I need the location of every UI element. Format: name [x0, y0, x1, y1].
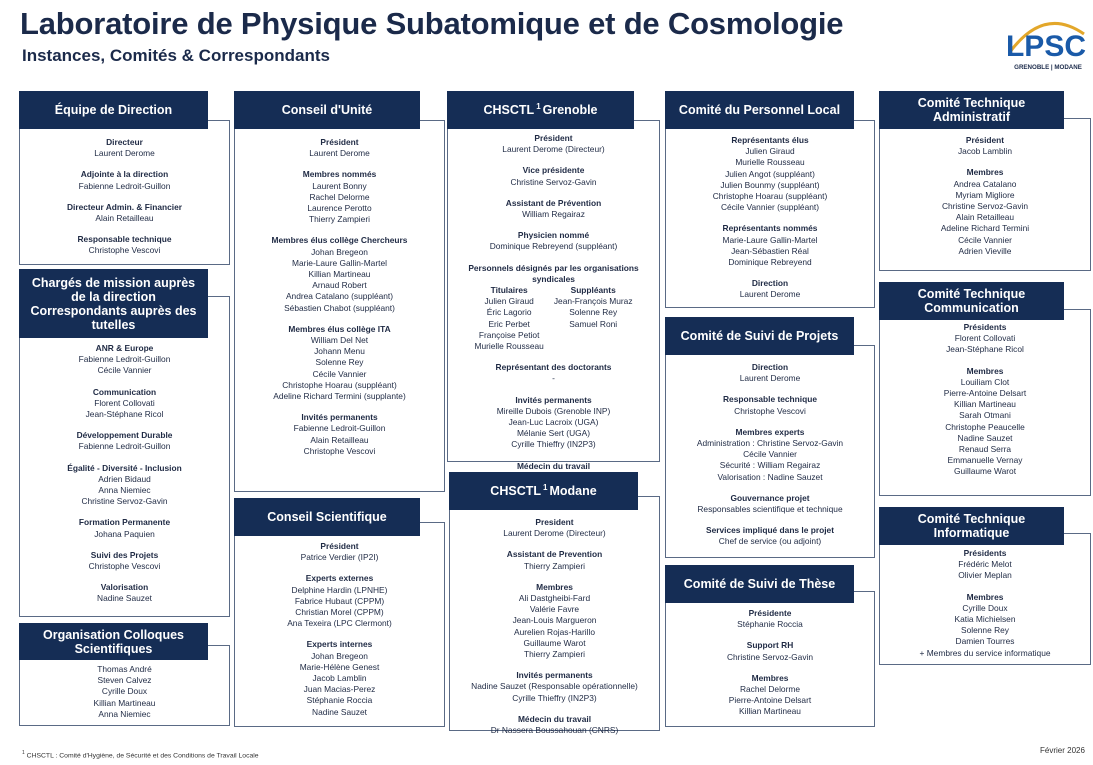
panel-section	[20, 664, 229, 720]
member-line: Marie-Hélène Genest	[299, 661, 380, 672]
section-title: Membres élus collège ITA	[288, 323, 391, 334]
member-line: Myriam Migliore	[955, 189, 1015, 200]
member-line: Administration : Christine Servoz-Gavin	[696, 438, 844, 449]
panel-title: Organisation Colloques Scientifiques	[43, 627, 184, 656]
syndical-section	[448, 263, 659, 353]
section-title: Membres	[751, 672, 789, 683]
member-line: Sarah Otmani	[959, 410, 1011, 421]
panel-section	[450, 670, 659, 704]
member-line: Fabienne Ledroit-Guillon	[78, 441, 171, 452]
panel-body	[666, 608, 874, 726]
panel-header-direction	[19, 91, 208, 129]
section-title: Représentants nommés	[722, 223, 818, 234]
suppleants-column	[554, 285, 633, 352]
panel-section	[880, 366, 1090, 478]
panel-section	[666, 135, 874, 213]
member-line: Juan Macias-Perez	[303, 684, 376, 695]
column-title: Suppléants	[570, 285, 616, 296]
panel-header-ct-admin	[879, 91, 1064, 129]
panel-section	[450, 714, 659, 736]
panel-section	[666, 362, 874, 384]
member-line: Killian Martineau	[93, 697, 156, 708]
member-line: Florent Collovati	[954, 333, 1016, 344]
member-line: Anna Niemiec	[98, 708, 151, 719]
panel-section	[20, 550, 229, 572]
panel-body	[448, 133, 659, 471]
panel-body	[235, 541, 444, 726]
member-line: Anna Niemiec	[98, 485, 151, 496]
panel-section	[666, 394, 874, 416]
member-line: Eric Perbet	[488, 318, 530, 329]
section-title: President	[535, 517, 574, 527]
panel-section	[448, 230, 659, 252]
section-title: Présidents	[963, 322, 1007, 332]
member-line: Christophe Hoarau (suppléant)	[712, 191, 828, 202]
member-line: Christian Morel (CPPM)	[295, 607, 384, 618]
panel-header-chsct-modane	[449, 472, 638, 510]
column-title: Titulaires	[490, 285, 528, 296]
panel-section	[235, 169, 444, 225]
member-line: + Membres du service informatique	[919, 647, 1051, 658]
member-line: Sécurité : William Regairaz	[719, 460, 821, 471]
panel-charges-mission	[19, 296, 230, 617]
panel-section	[666, 640, 874, 662]
member-line: Nadine Sauzet	[957, 432, 1013, 443]
panel-title-location: Grenoble	[542, 103, 598, 117]
panel-body	[880, 548, 1090, 664]
member-line: Stéphanie Roccia	[737, 619, 803, 630]
member-line: Cyrille Thieffry (IN2P3)	[511, 439, 596, 450]
member-line: Rachel Delorme	[309, 191, 370, 202]
panel-section	[666, 223, 874, 268]
member-line: Killian Martineau	[308, 269, 371, 280]
panel-ct-info	[879, 533, 1091, 665]
member-line: Jean-Stéphane Ricol	[946, 344, 1024, 355]
member-line: Johann Menu	[314, 346, 365, 357]
section-title: Invités permanents	[301, 412, 378, 423]
member-line: Cécile Vannier (suppléant)	[720, 202, 820, 213]
panel-title: Conseil Scientifique	[267, 510, 387, 524]
section-title: Président	[320, 541, 359, 551]
panel-body	[20, 343, 229, 616]
panel-section	[20, 463, 229, 508]
panel-title-main: CHSCTL	[483, 103, 535, 117]
section-title: Valorisation	[100, 582, 149, 593]
section-title: Suivi des Projets	[90, 549, 159, 560]
panel-title-main: CHSCTL	[490, 484, 541, 498]
svg-text:LPSC: LPSC	[1005, 30, 1087, 63]
member-line: Nadine Sauzet	[97, 593, 152, 604]
panel-body	[880, 322, 1090, 495]
member-line: Killian Martineau	[739, 706, 801, 717]
panel-section	[448, 165, 659, 187]
member-line: Jean-Louis Margueron	[512, 615, 597, 626]
section-title: Experts internes	[306, 639, 373, 650]
panel-section	[880, 322, 1090, 356]
panel-direction	[19, 120, 230, 265]
panel-body	[235, 137, 444, 491]
section-title: Directeur	[106, 137, 143, 147]
lpsc-logo	[1004, 12, 1088, 72]
member-line: Christophe Vescovi	[88, 245, 161, 256]
panel-section	[235, 235, 444, 313]
panel-title: Comité du Personnel Local	[678, 103, 841, 117]
member-line: Patrice Verdier (IP2I)	[300, 552, 379, 563]
section-title: Membres	[966, 591, 1004, 602]
member-line: Guillaume Warot	[523, 637, 586, 648]
section-title: Assistant de Prévention	[505, 197, 602, 208]
section-title: Représentants élus	[731, 135, 809, 145]
member-line: Christophe Vescovi	[734, 405, 806, 416]
member-line: Steven Calvez	[97, 675, 152, 686]
member-line: Jean-Stéphane Ricol	[85, 409, 164, 420]
member-line: Marie-Laure Gallin-Martel	[722, 234, 818, 245]
member-line: Laurent Derome (Directeur)	[502, 144, 605, 155]
member-line: Fabrice Hubaut (CPPM)	[294, 595, 385, 606]
section-title: Membres nommés	[302, 169, 377, 180]
section-title: Formation Permanente	[78, 517, 171, 528]
member-line: Emmanuelle Vernay	[947, 455, 1023, 466]
member-line: Christine Servoz-Gavin	[81, 496, 168, 507]
panel-section	[20, 234, 229, 256]
section-title: Représentant des doctorants	[495, 362, 612, 373]
panel-title-location: Modane	[549, 484, 597, 498]
panel-body	[880, 135, 1090, 270]
section-title: Membres	[966, 167, 1004, 178]
member-line: Adeline Richard Termini	[940, 223, 1030, 234]
member-line: Jacob Lamblin	[312, 673, 367, 684]
section-title: Membres	[536, 581, 573, 592]
svg-text:GRENOBLE | MODANE: GRENOBLE | MODANE	[1014, 64, 1082, 71]
panel-section	[235, 324, 444, 402]
member-line: Cyrille Doux	[962, 602, 1008, 613]
member-line: Responsables scientifique et technique	[697, 504, 843, 515]
member-line: Marie-Laure Gallin-Martel	[292, 257, 387, 268]
panel-title: Conseil d'Unité	[281, 103, 373, 117]
panel-section	[20, 517, 229, 539]
member-line: Alain Retailleau	[310, 434, 369, 445]
panel-header-ct-info	[879, 507, 1064, 545]
member-line: Frédéric Melot	[958, 559, 1012, 570]
member-line: Alain Retailleau	[955, 212, 1015, 223]
panel-section	[20, 202, 229, 224]
section-title: Vice présidente	[522, 165, 585, 176]
member-line: Florent Collovati	[94, 397, 155, 408]
section-title: Invités permanents	[516, 670, 593, 681]
member-line: Pierre-Antoine Delsart	[943, 388, 1027, 399]
member-line: Ana Texeira (LPC Clermont)	[287, 618, 392, 629]
section-title: Présidente	[748, 608, 792, 618]
member-line: Julien Giraud	[484, 296, 534, 307]
member-line: Adrien Vieville	[958, 245, 1012, 256]
panel-section	[235, 541, 444, 563]
member-line: Adeline Richard Termini (supplante)	[273, 391, 406, 402]
panel-conseil-scientifique	[234, 522, 445, 727]
member-line: Thierry Zampieri	[524, 649, 585, 660]
panel-section	[666, 608, 874, 630]
section-title: Direction	[751, 362, 789, 372]
section-title: Physicien nommé	[517, 230, 590, 241]
panel-title: Comité de Suivi de Thèse	[683, 577, 836, 591]
member-line: Johan Bregeon	[311, 246, 368, 257]
section-title: Gouvernance projet	[730, 492, 810, 503]
footnote-ref: 1	[536, 101, 541, 111]
member-line: Thomas André	[97, 664, 152, 674]
member-line: Laurent Derome	[94, 148, 155, 159]
member-line: Alain Retailleau	[95, 213, 154, 224]
panel-section	[450, 517, 659, 539]
member-line: Jean-Sébastien Réal	[731, 245, 809, 256]
panel-header-conseil-unite	[234, 91, 420, 129]
member-line: Cyrille Doux	[101, 686, 148, 697]
member-line: Laurent Derome (Directeur)	[503, 528, 606, 539]
panel-title: Comité Technique Administratif	[917, 96, 1026, 124]
panel-body	[450, 517, 659, 736]
member-line: Laurence Perotto	[307, 203, 372, 214]
panel-header-chsct-grenoble	[447, 91, 634, 129]
member-line: Jacob Lamblin	[957, 146, 1012, 157]
panel-section	[20, 169, 229, 191]
member-line: Christophe Vescovi	[88, 561, 161, 572]
member-line: Murielle Rousseau	[735, 157, 805, 168]
member-line: Cyrille Thieffry (IN2P3)	[512, 692, 597, 703]
member-line: Katia Michielsen	[954, 614, 1016, 625]
member-line: Nadine Sauzet (Responsable opérationnelle)	[471, 681, 638, 692]
panel-ct-comm	[879, 309, 1091, 496]
panel-section	[666, 278, 874, 300]
member-line: Sébastien Chabot (suppléant)	[284, 302, 395, 313]
panel-section	[448, 362, 659, 384]
panel-section	[20, 430, 229, 452]
panel-title: Comité Technique Informatique	[917, 512, 1026, 540]
member-line: William Del Net	[310, 335, 369, 346]
member-line: Damien Tourres	[955, 636, 1015, 647]
member-line: Mireille Dubois (Grenoble INP)	[496, 405, 611, 416]
member-line: Olivier Meplan	[958, 570, 1012, 581]
panel-header-suivi-projets	[665, 317, 854, 355]
titulaires-column	[474, 285, 543, 352]
panel-title: Équipe de Direction	[54, 103, 173, 117]
member-line: Arnaud Robert	[312, 280, 367, 291]
member-line: Laurent Derome	[739, 289, 801, 300]
panel-section	[20, 387, 229, 421]
panel-body	[666, 362, 874, 557]
member-line: Christine Servoz-Gavin	[726, 651, 814, 662]
panel-body	[20, 664, 229, 725]
section-title: Membres experts	[735, 426, 805, 437]
footnote: $^1$ CHSCTL : Comité d'Hygiène, de Sécurité et des Conditions de Travail Locale	[22, 750, 259, 760]
section-title: Présidents	[963, 548, 1007, 558]
panel-header-suivi-these	[665, 565, 854, 603]
panel-ct-admin	[879, 118, 1091, 271]
date: Février 2026	[1040, 746, 1085, 755]
panel-section	[880, 548, 1090, 582]
panel-section	[450, 549, 659, 571]
member-line: Mélanie Sert (UGA)	[516, 428, 591, 439]
member-line: Jean-Luc Lacroix (UGA)	[508, 417, 599, 428]
panel-section	[20, 582, 229, 604]
member-line: Andrea Catalano	[953, 178, 1017, 189]
panel-section	[235, 639, 444, 717]
member-line: Fabienne Ledroit-Guillon	[78, 354, 171, 365]
panel-title	[490, 484, 596, 498]
panel-section	[235, 137, 444, 159]
panel-section	[20, 343, 229, 377]
section-title: Directeur Admin. & Financier	[66, 201, 183, 212]
member-line: Julien Giraud	[745, 146, 795, 157]
panel-conseil-unite	[234, 120, 445, 492]
footnote-ref: 1	[543, 482, 548, 492]
section-title: Médecin du travail	[516, 460, 591, 471]
member-line: Aurelien Rojas-Harillo	[514, 626, 595, 637]
member-line: Julien Angot (suppléant)	[725, 168, 815, 179]
syndical-columns	[448, 285, 659, 352]
member-line: Fabienne Ledroit-Guillon	[293, 423, 386, 434]
member-line: Fabienne Ledroit-Guillon	[78, 180, 171, 191]
member-line: Cécile Vannier	[743, 449, 797, 460]
section-title: Direction	[751, 278, 789, 289]
panel-section	[666, 427, 874, 483]
panel-section	[666, 525, 874, 547]
member-line: Johana Paquien	[94, 528, 155, 539]
member-line: Christine Servoz-Gavin	[941, 201, 1029, 212]
member-line: Dominique Rebreyend	[728, 257, 812, 268]
section-title: Personnels désignés par les organisations syndicales	[468, 262, 639, 284]
member-line: Éric Lagorio	[486, 307, 532, 318]
section-title: Experts externes	[305, 573, 374, 584]
section-title: Membres	[966, 365, 1004, 376]
panel-header-ct-comm	[879, 282, 1064, 320]
member-line: Chef de service (ou adjoint)	[718, 536, 822, 547]
member-line: Thierry Zampieri	[309, 214, 370, 225]
member-line: Laurent Derome	[739, 373, 801, 384]
panel-section	[235, 412, 444, 457]
panel-title	[483, 103, 597, 117]
member-line: Guillaume Warot	[953, 466, 1017, 477]
panel-section	[880, 167, 1090, 257]
member-line: Delphine Hardin (LPNHE)	[291, 584, 388, 595]
member-line: -	[552, 373, 555, 384]
member-line: Johan Bregeon	[311, 650, 368, 661]
panel-section	[448, 198, 659, 220]
member-line: Samuel Roni	[569, 318, 618, 329]
panel-body	[20, 137, 229, 264]
member-line: Solenne Rey	[569, 307, 618, 318]
member-line: Solenne Rey	[315, 357, 364, 368]
member-line: Cécile Vannier	[958, 234, 1012, 245]
member-line: Françoise Petiot	[478, 329, 540, 340]
member-line: Valorisation : Nadine Sauzet	[717, 471, 823, 482]
member-line: Christine Servoz-Gavin	[510, 176, 597, 187]
member-line: Killian Martineau	[954, 399, 1016, 410]
panel-header-charges-mission	[19, 269, 208, 338]
member-line: Cécile Vannier	[97, 365, 152, 376]
member-line: Laurent Bonny	[312, 180, 367, 191]
section-title: Égalité - Diversité - Inclusion	[67, 462, 182, 473]
panel-title: Comité Technique Communication	[917, 287, 1026, 315]
panel-header-cpl	[665, 91, 854, 129]
member-line: Jean-François Muraz	[553, 296, 633, 307]
member-line: Adrien Bidaud	[98, 473, 151, 484]
section-title: Invités permanents	[515, 394, 592, 405]
member-line: Laurent Derome	[309, 148, 370, 159]
panel-header-conseil-scientifique	[234, 498, 420, 536]
panel-chsct-modane	[449, 496, 660, 736]
section-title: Président	[320, 137, 359, 147]
panel-section	[880, 135, 1090, 157]
panel-title: Chargés de mission auprès de la direction Correspondants auprès des tutelles	[30, 275, 197, 332]
panel-suivi-these	[665, 591, 875, 727]
section-title: Développement Durable	[76, 430, 173, 441]
section-title: Membres élus collège Chercheurs	[271, 235, 408, 246]
panel-section	[666, 673, 874, 718]
panel-chsct-grenoble	[447, 120, 660, 471]
panel-title: Comité de Suivi de Projets	[680, 329, 839, 343]
section-title: Médecin du travail	[517, 713, 592, 724]
section-title: Responsable technique	[722, 394, 817, 405]
section-title: ANR & Europe	[95, 343, 154, 353]
member-line: Julien Bounmy (suppléant)	[720, 179, 820, 190]
panel-header-colloques	[19, 623, 208, 660]
section-title: Assistant de Prevention	[506, 549, 603, 560]
page-subtitle: Instances, Comités & Correspondants	[22, 46, 330, 65]
member-line: Rachel Delorme	[739, 684, 801, 695]
panel-section	[20, 137, 229, 159]
member-line: Christophe Peaucelle	[945, 421, 1025, 432]
member-line: Louiliam Clot	[960, 376, 1010, 387]
member-line: Christophe Hoarau (suppléant)	[282, 379, 397, 390]
panel-cpl	[665, 120, 875, 308]
member-line: Pierre-Antoine Delsart	[728, 695, 812, 706]
member-line: Murielle Rousseau	[474, 341, 544, 352]
section-title: Communication	[92, 386, 157, 397]
panel-suivi-projets	[665, 345, 875, 558]
panel-section	[235, 573, 444, 629]
member-line: Nadine Sauzet	[312, 706, 367, 717]
member-line: Dr Nassera Boussahouan (CNRS)	[490, 725, 619, 736]
member-line: Thierry Zampieri	[524, 560, 585, 571]
panel-section	[448, 133, 659, 155]
member-line: Solenne Rey	[961, 625, 1009, 636]
section-title: Adjointe à la direction	[80, 169, 169, 180]
section-title: Support RH	[746, 640, 794, 651]
section-title: Président	[534, 133, 573, 143]
page-title: Laboratoire de Physique Subatomique et de Cosmologie	[20, 6, 844, 41]
section-title: Responsable technique	[77, 234, 172, 245]
panel-section	[450, 582, 659, 660]
panel-body	[666, 135, 874, 307]
section-title: Services impliqué dans le projet	[706, 525, 834, 536]
member-line: Andrea Catalano (suppléant)	[285, 291, 394, 302]
member-line: Ali Dastgheibi-Fard	[518, 593, 591, 604]
member-line: Christophe Vescovi	[303, 445, 376, 456]
member-line: Renaud Serra	[958, 444, 1012, 455]
member-line: William Regairaz	[522, 209, 585, 220]
panel-section	[880, 592, 1090, 659]
section-title: Président	[965, 135, 1005, 145]
member-line: Valérie Favre	[529, 604, 580, 615]
member-line: Dominique Rebreyend (suppléant)	[489, 241, 618, 252]
member-line: Stéphanie Roccia	[306, 695, 373, 706]
panel-section	[448, 395, 659, 451]
member-line: Cécile Vannier	[312, 368, 367, 379]
panel-section	[666, 493, 874, 515]
